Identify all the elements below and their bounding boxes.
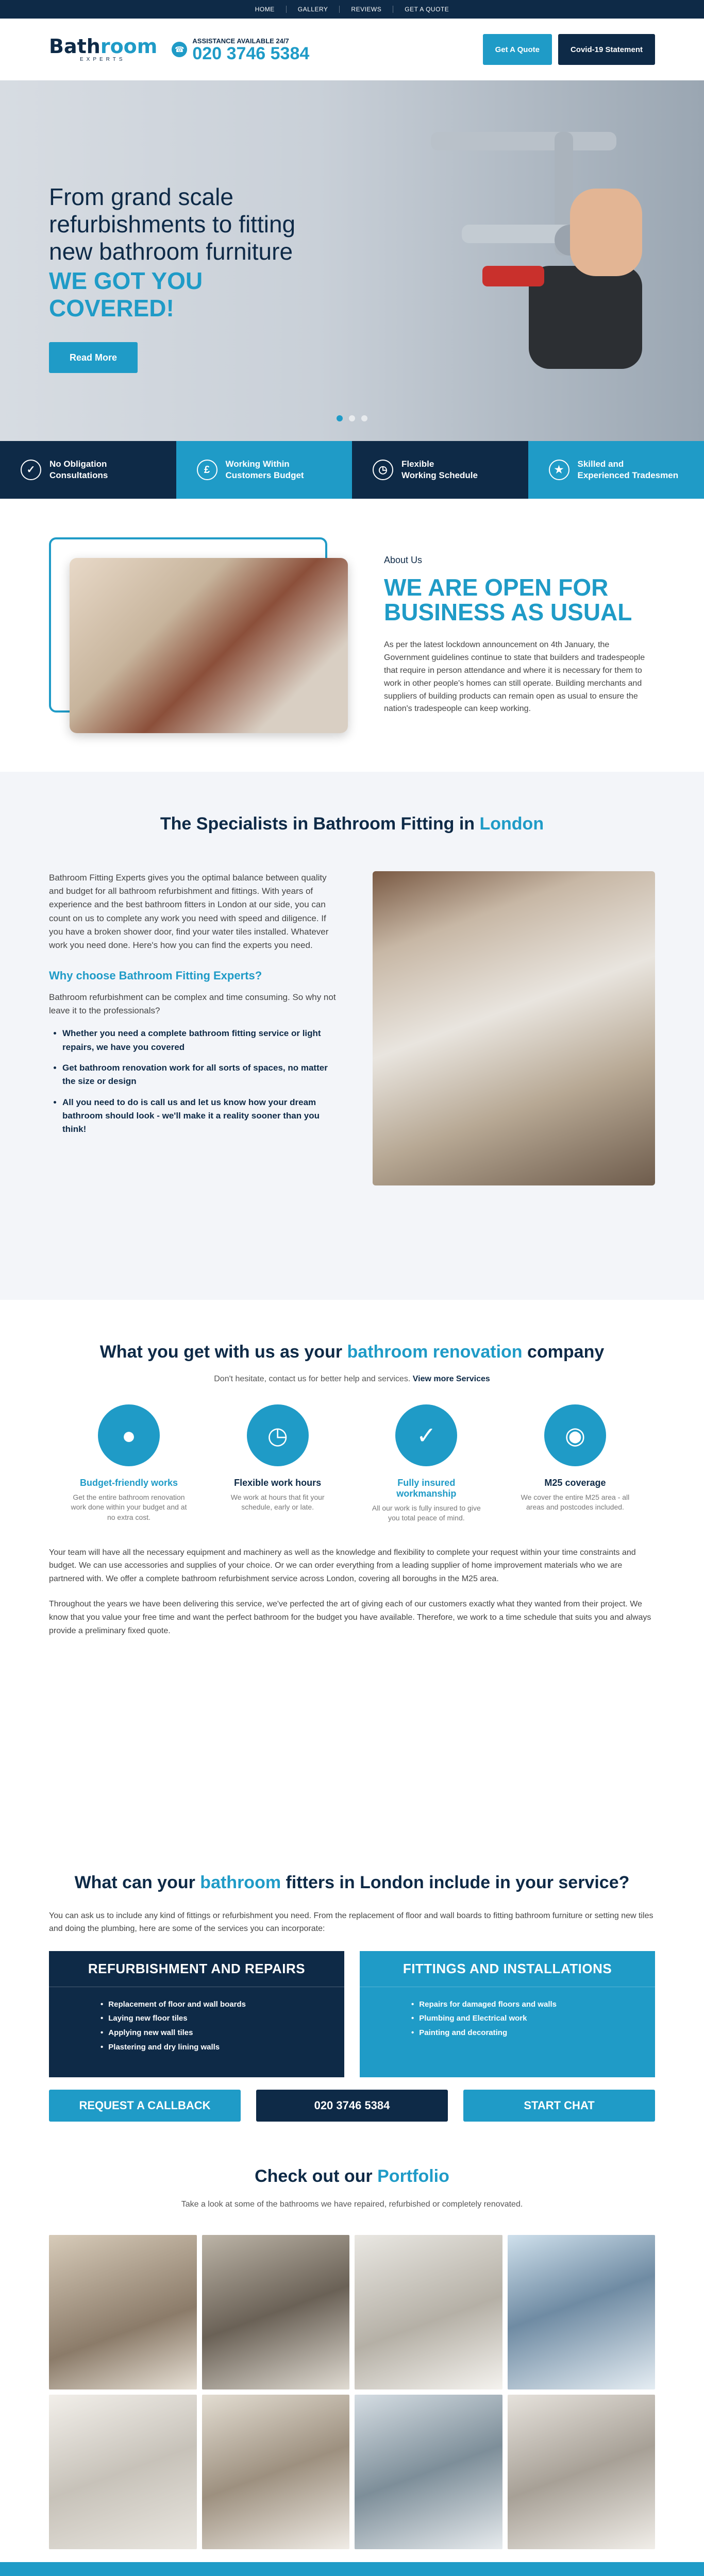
- list-item: • Replacement of floor and wall boards: [100, 1997, 344, 2012]
- hero-slider: [0, 80, 704, 441]
- benefit-desc: We work at hours that fit your schedule, early or late.: [230, 1493, 325, 1512]
- benefit-title: Flexible work hours: [234, 1477, 322, 1488]
- what-you-get-title: [49, 1341, 655, 1363]
- phone-icon: ☎: [172, 42, 187, 57]
- feature-item: [176, 441, 353, 499]
- topnav-quote-link[interactable]: GET A QUOTE: [393, 6, 460, 13]
- benefit-item: [516, 1404, 634, 1523]
- covid-statement-button[interactable]: Covid-19 Statement: [558, 34, 655, 65]
- list-item: • Laying new floor tiles: [100, 2011, 344, 2026]
- list-item: • Whether you need a complete bathroom fitting service or light repairs, we have you covered: [62, 1027, 342, 1054]
- why-choose-paragraph: Bathroom refurbishment can be complex and time consuming. So why not leave it to the professionals?: [49, 992, 336, 1015]
- title-highlight: Portfolio: [377, 2166, 449, 2186]
- phone-number-link[interactable]: 020 3746 5384: [192, 43, 310, 63]
- title-text: company: [522, 1342, 605, 1362]
- why-choose-heading: Why choose Bathroom Fitting Experts?: [49, 969, 262, 982]
- title-highlight: bathroom renovation: [347, 1342, 523, 1362]
- panel-title: FITTINGS AND INSTALLATIONS: [360, 1951, 655, 1987]
- feature-line-2: Customers Budget: [225, 470, 304, 480]
- fitter-photo: [70, 558, 348, 733]
- hero-text: [49, 183, 317, 373]
- about-title: WE ARE OPEN FOR BUSINESS AS USUAL: [384, 573, 632, 626]
- about-eyebrow: About Us: [384, 554, 423, 565]
- what-paragraph: Throughout the years we have been delivering this service, we've perfected the art of giving each of our customers exactly what they wanted from their project. We know that you value your free time and want the perfect bathroom for the budget you have available. Therefore, we work to a time schedule that suits you and always provide a preliminary fixed quote.: [49, 1600, 651, 1635]
- portfolio-image[interactable]: [49, 2395, 197, 2549]
- title-highlight: bathroom: [200, 1873, 281, 1892]
- specialists-section: [0, 772, 704, 1300]
- title-text: The Specialists in Bathroom Fitting in: [160, 814, 480, 834]
- about-section: [0, 499, 704, 772]
- slider-dot[interactable]: [337, 415, 343, 421]
- hero-line-1: From grand scale refurbishments to fitting new bathroom furniture: [49, 183, 296, 265]
- link-text: View more Services: [412, 1374, 490, 1383]
- slider-dot[interactable]: [361, 415, 367, 421]
- no-obligation-icon: ✓: [21, 460, 41, 480]
- specialists-paragraph: Bathroom Fitting Experts gives you the optimal balance between quality and budget for all bathroom refurbishment and fittings. With years of experience and the best bathroom fitters in London at our side, you can count on us to complete any work you need with speed and diligence. If you have a broken shower door, find your water tiles installed. Whatever work you need done. Here's how you can find the experts you need.: [49, 872, 329, 951]
- certified-icon: ✓: [395, 1404, 457, 1466]
- request-callback-button[interactable]: REQUEST A CALLBACK: [49, 2090, 241, 2122]
- call-phone-button[interactable]: 020 3746 5384: [256, 2090, 448, 2122]
- start-chat-button[interactable]: START CHAT: [463, 2090, 655, 2122]
- list-item: • Applying new wall tiles: [100, 2026, 344, 2040]
- benefit-item: [219, 1404, 337, 1523]
- title-text: fitters in London include in your service?: [281, 1873, 630, 1892]
- lead-text: Don't hesitate, contact us for better help and services.: [214, 1374, 411, 1383]
- service-includes-title: [49, 1872, 655, 1894]
- title-text: What can your: [74, 1873, 200, 1892]
- panel-title: REFURBISHMENT AND REPAIRS: [49, 1951, 344, 1987]
- site-logo[interactable]: [49, 37, 157, 62]
- benefit-title: Budget-friendly works: [79, 1477, 178, 1488]
- about-image: [49, 537, 348, 733]
- site-header: [0, 19, 704, 80]
- who-uses-section: [0, 2562, 704, 2576]
- benefit-title: Fully insured workmanship: [396, 1477, 457, 1499]
- list-item: • Get bathroom renovation work for all sorts of spaces, no matter the size or design: [62, 1061, 342, 1089]
- what-lead: [49, 1375, 655, 1384]
- refurbishment-panel: [49, 1951, 344, 2077]
- benefit-desc: Get the entire bathroom renovation work done within your budget and at no extra cost.: [71, 1493, 187, 1521]
- service-includes-section: [0, 1836, 704, 2129]
- calendar-icon: ◷: [373, 460, 393, 480]
- globe-icon: ◉: [544, 1404, 606, 1466]
- hero-line-2: WE GOT YOU COVERED!: [49, 267, 203, 321]
- portfolio-section: [0, 2129, 704, 2562]
- logo-wordmark: [49, 37, 157, 56]
- what-paragraph: Your team will have all the necessary equipment and machinery as well as the knowledge and flexibility to complete your request within your time constraints and budget. We can use accessories and supplies of your choice. Or we can order everything from a leading supplier of home improvement materials who we are partnered with. We offer a complete bathroom refurbishment service across London, covering all boroughs in the M25 area.: [49, 1548, 636, 1583]
- bathroom-sink-photo: [373, 871, 655, 1185]
- topnav-home-link[interactable]: HOME: [255, 6, 275, 13]
- feature-line-1: Flexible: [401, 459, 434, 469]
- benefit-item: [70, 1404, 188, 1523]
- portfolio-image[interactable]: [508, 2395, 656, 2549]
- portfolio-title: [49, 2165, 655, 2188]
- fittings-panel: [360, 1951, 655, 2077]
- feature-line-2: Experienced Tradesmen: [577, 470, 679, 480]
- phone-block: [172, 37, 309, 62]
- view-more-services-link[interactable]: [413, 1375, 490, 1383]
- benefit-desc: All our work is fully insured to give you total peace of mind.: [372, 1503, 481, 1522]
- list-item: • Repairs for damaged floors and walls: [411, 1997, 655, 2012]
- portfolio-image[interactable]: [508, 2235, 656, 2389]
- top-navigation: [0, 0, 704, 19]
- plumber-image: [400, 111, 647, 400]
- list-item: • All you need to do is call us and let us know how your dream bathroom should look - we'll make it a reality sooner than you think!: [62, 1096, 342, 1137]
- list-item: • Plastering and dry lining walls: [100, 2040, 344, 2055]
- features-bar: [0, 441, 704, 499]
- logo-part-1: Bath: [49, 35, 100, 58]
- get-a-quote-button[interactable]: Get A Quote: [483, 34, 552, 65]
- about-body: As per the latest lockdown announcement on 4th January, the Government guidelines continue to state that builders and tradespeople that require in person attendance and where it is necessary for them to work in other people's homes can still operate. Building merchants and suppliers of building products can remain open as usual to ensure the nation's tradespeople can keep working.: [384, 640, 645, 714]
- logo-subtitle: EXPERTS: [80, 57, 126, 62]
- specialists-title: [49, 813, 655, 835]
- slider-dot[interactable]: [349, 415, 355, 421]
- topnav-gallery-link[interactable]: GALLERY: [286, 6, 340, 13]
- benefit-title: M25 coverage: [544, 1477, 606, 1488]
- list-item: • Painting and decorating: [411, 2026, 655, 2040]
- feature-line-2: Working Schedule: [401, 470, 478, 480]
- service-includes-intro: You can ask us to include any kind of fittings or refurbishment you need. From the replacement of floor and wall boards to fitting bathroom furniture or setting new tiles and doing the plumbing, here are some of the services you can incorporate:: [49, 1911, 653, 1934]
- benefit-item: [367, 1404, 485, 1523]
- title-highlight: London: [479, 814, 544, 834]
- feature-line-1: Skilled and: [577, 459, 624, 469]
- slider-dots: [337, 415, 367, 421]
- portfolio-lead: Take a look at some of the bathrooms we have repaired, refurbished or completely renovated.: [181, 2199, 523, 2209]
- budget-icon: £: [197, 460, 217, 480]
- why-choose-list: [49, 1027, 342, 1136]
- clock-icon: ◷: [247, 1404, 309, 1466]
- topnav-reviews-link[interactable]: REVIEWS: [339, 6, 393, 13]
- feature-line-1: No Obligation: [49, 459, 107, 469]
- title-text: What you get with us as your: [99, 1342, 347, 1362]
- title-text: Check out our: [255, 2166, 378, 2186]
- feature-item: [528, 441, 704, 499]
- portfolio-gallery: [49, 2235, 655, 2549]
- list-item: • Plumbing and Electrical work: [411, 2011, 655, 2026]
- logo-part-2: room: [100, 35, 158, 58]
- portfolio-image[interactable]: [202, 2235, 350, 2389]
- read-more-button[interactable]: Read More: [49, 342, 138, 373]
- feature-item: [352, 441, 528, 499]
- benefit-desc: We cover the entire M25 area - all areas and postcodes included.: [521, 1493, 630, 1512]
- portfolio-image[interactable]: [49, 2235, 197, 2389]
- portfolio-image[interactable]: [355, 2395, 502, 2549]
- feature-line-2: Consultations: [49, 470, 108, 480]
- portfolio-image[interactable]: [355, 2235, 502, 2389]
- portfolio-image[interactable]: [202, 2395, 350, 2549]
- piggy-bank-icon: ●: [98, 1404, 160, 1466]
- feature-item: [0, 441, 176, 499]
- what-you-get-section: [0, 1300, 704, 1836]
- phone-label: ASSISTANCE AVAILABLE 24/7: [192, 37, 289, 45]
- feature-line-1: Working Within: [225, 459, 290, 469]
- experienced-icon: ★: [549, 460, 569, 480]
